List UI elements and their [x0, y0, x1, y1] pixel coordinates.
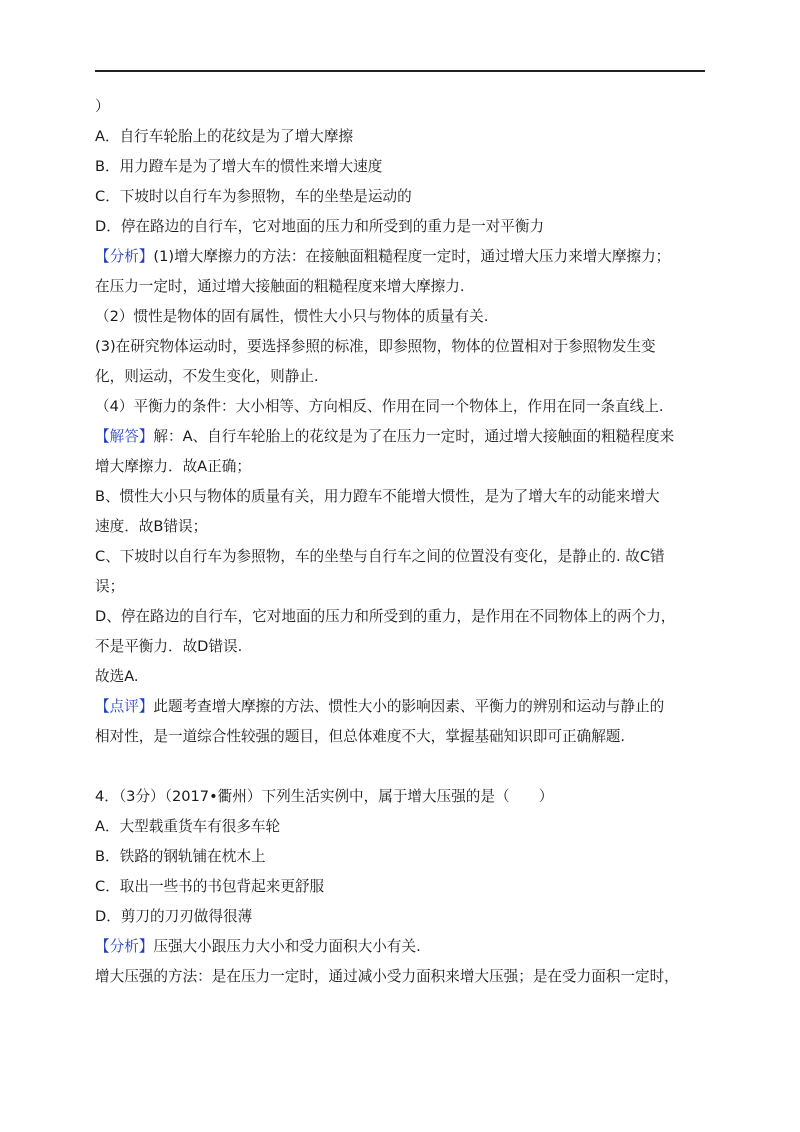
blank-line [95, 752, 710, 782]
text-line [95, 92, 710, 122]
line-text: 增大摩擦力．故A正确； [95, 458, 251, 475]
text-line [95, 932, 710, 962]
line-text: 解：A、自行车轮胎上的花纹是为了在压力一定时，通过增大接触面的粗糙程度来 [153, 428, 675, 445]
line-text: D．剪刀的刀刃做得很薄 [95, 908, 253, 925]
text-line [95, 392, 710, 422]
text-line [95, 302, 710, 332]
line-text: A．自行车轮胎上的花纹是为了增大摩擦 [95, 128, 354, 145]
line-text: 压强大小跟压力大小和受力面积大小有关. [153, 938, 421, 955]
line-text: C．取出一些书的书包背起来更舒服 [95, 878, 325, 895]
line-text: 在压力一定时，通过增大接触面的粗糙程度来增大摩擦力. [95, 278, 465, 295]
text-line [95, 542, 710, 572]
text-line [95, 812, 710, 842]
text-line [95, 482, 710, 512]
text-line [95, 872, 710, 902]
text-line [95, 122, 710, 152]
line-text: 增大压强的方法：是在压力一定时，通过减小受力面积来增大压强；是在受力面积一定时， [95, 968, 679, 985]
line-text: 误； [95, 578, 125, 595]
line-text: B、惯性大小只与物体的质量有关，用力蹬车不能增大惯性，是为了增大车的动能来增大 [95, 488, 660, 505]
text-line [95, 632, 710, 662]
text-line [95, 362, 710, 392]
line-text: 化，则运动，不发生变化，则静止. [95, 368, 319, 385]
line-text: (1)增大摩擦力的方法：在接触面粗糙程度一定时，通过增大压力来增大摩擦力； [153, 248, 671, 265]
text-line [95, 512, 710, 542]
line-text: C．下坡时以自行车为参照物，车的坐垫是运动的 [95, 188, 412, 205]
line-text: 4．（3分）（2017•衢州）下列生活实例中，属于增大压强的是（ ） [95, 788, 554, 805]
section-tag: 【分析】 [95, 938, 154, 955]
text-line [95, 842, 710, 872]
text-line [95, 692, 710, 722]
text-line [95, 722, 710, 752]
text-line [95, 902, 710, 932]
text-line [95, 272, 710, 302]
text-line [95, 422, 710, 452]
text-line [95, 572, 710, 602]
text-line [95, 212, 710, 242]
line-text: B．铁路的钢轨铺在枕木上 [95, 848, 266, 865]
line-text: （2）惯性是物体的固有属性，惯性大小只与物体的质量有关. [95, 308, 489, 325]
text-line [95, 182, 710, 212]
text-line [95, 962, 710, 992]
text-line [95, 242, 710, 272]
text-line [95, 782, 710, 812]
line-text: 速度．故B错误； [95, 518, 208, 535]
line-text: B．用力蹬车是为了增大车的惯性来增大速度 [95, 158, 383, 175]
text-line [95, 662, 710, 692]
document-body [95, 92, 710, 992]
line-text: D．停在路边的自行车，它对地面的压力和所受到的重力是一对平衡力 [95, 218, 545, 235]
line-text: 故选A. [95, 668, 139, 685]
line-text: （4）平衡力的条件：大小相等、方向相反、作用在同一个物体上，作用在同一条直线上. [95, 398, 664, 415]
section-tag: 【解答】 [95, 428, 154, 445]
header-rule [95, 70, 705, 72]
line-text: 相对性，是一道综合性较强的题目，但总体难度不大，掌握基础知识即可正确解题. [95, 728, 626, 745]
text-line [95, 602, 710, 632]
line-text: C、下坡时以自行车为参照物，车的坐垫与自行车之间的位置没有变化，是静止的. 故C错 [95, 548, 665, 565]
line-text: ） [95, 98, 110, 115]
line-text: D、停在路边的自行车，它对地面的压力和所受到的重力，是作用在不同物体上的两个力， [95, 608, 676, 625]
line-text: A．大型载重货车有很多车轮 [95, 818, 281, 835]
line-text: (3)在研究物体运动时，要选择参照的标准，即参照物，物体的位置相对于参照物发生变 [95, 338, 656, 355]
section-tag: 【分析】 [95, 248, 154, 265]
section-tag: 【点评】 [95, 698, 154, 715]
text-line [95, 452, 710, 482]
text-line [95, 332, 710, 362]
line-text: 不是平衡力．故D错误. [95, 638, 243, 655]
text-line [95, 152, 710, 182]
line-text: 此题考查增大摩擦的方法、惯性大小的影响因素、平衡力的辨别和运动与静止的 [153, 698, 665, 715]
